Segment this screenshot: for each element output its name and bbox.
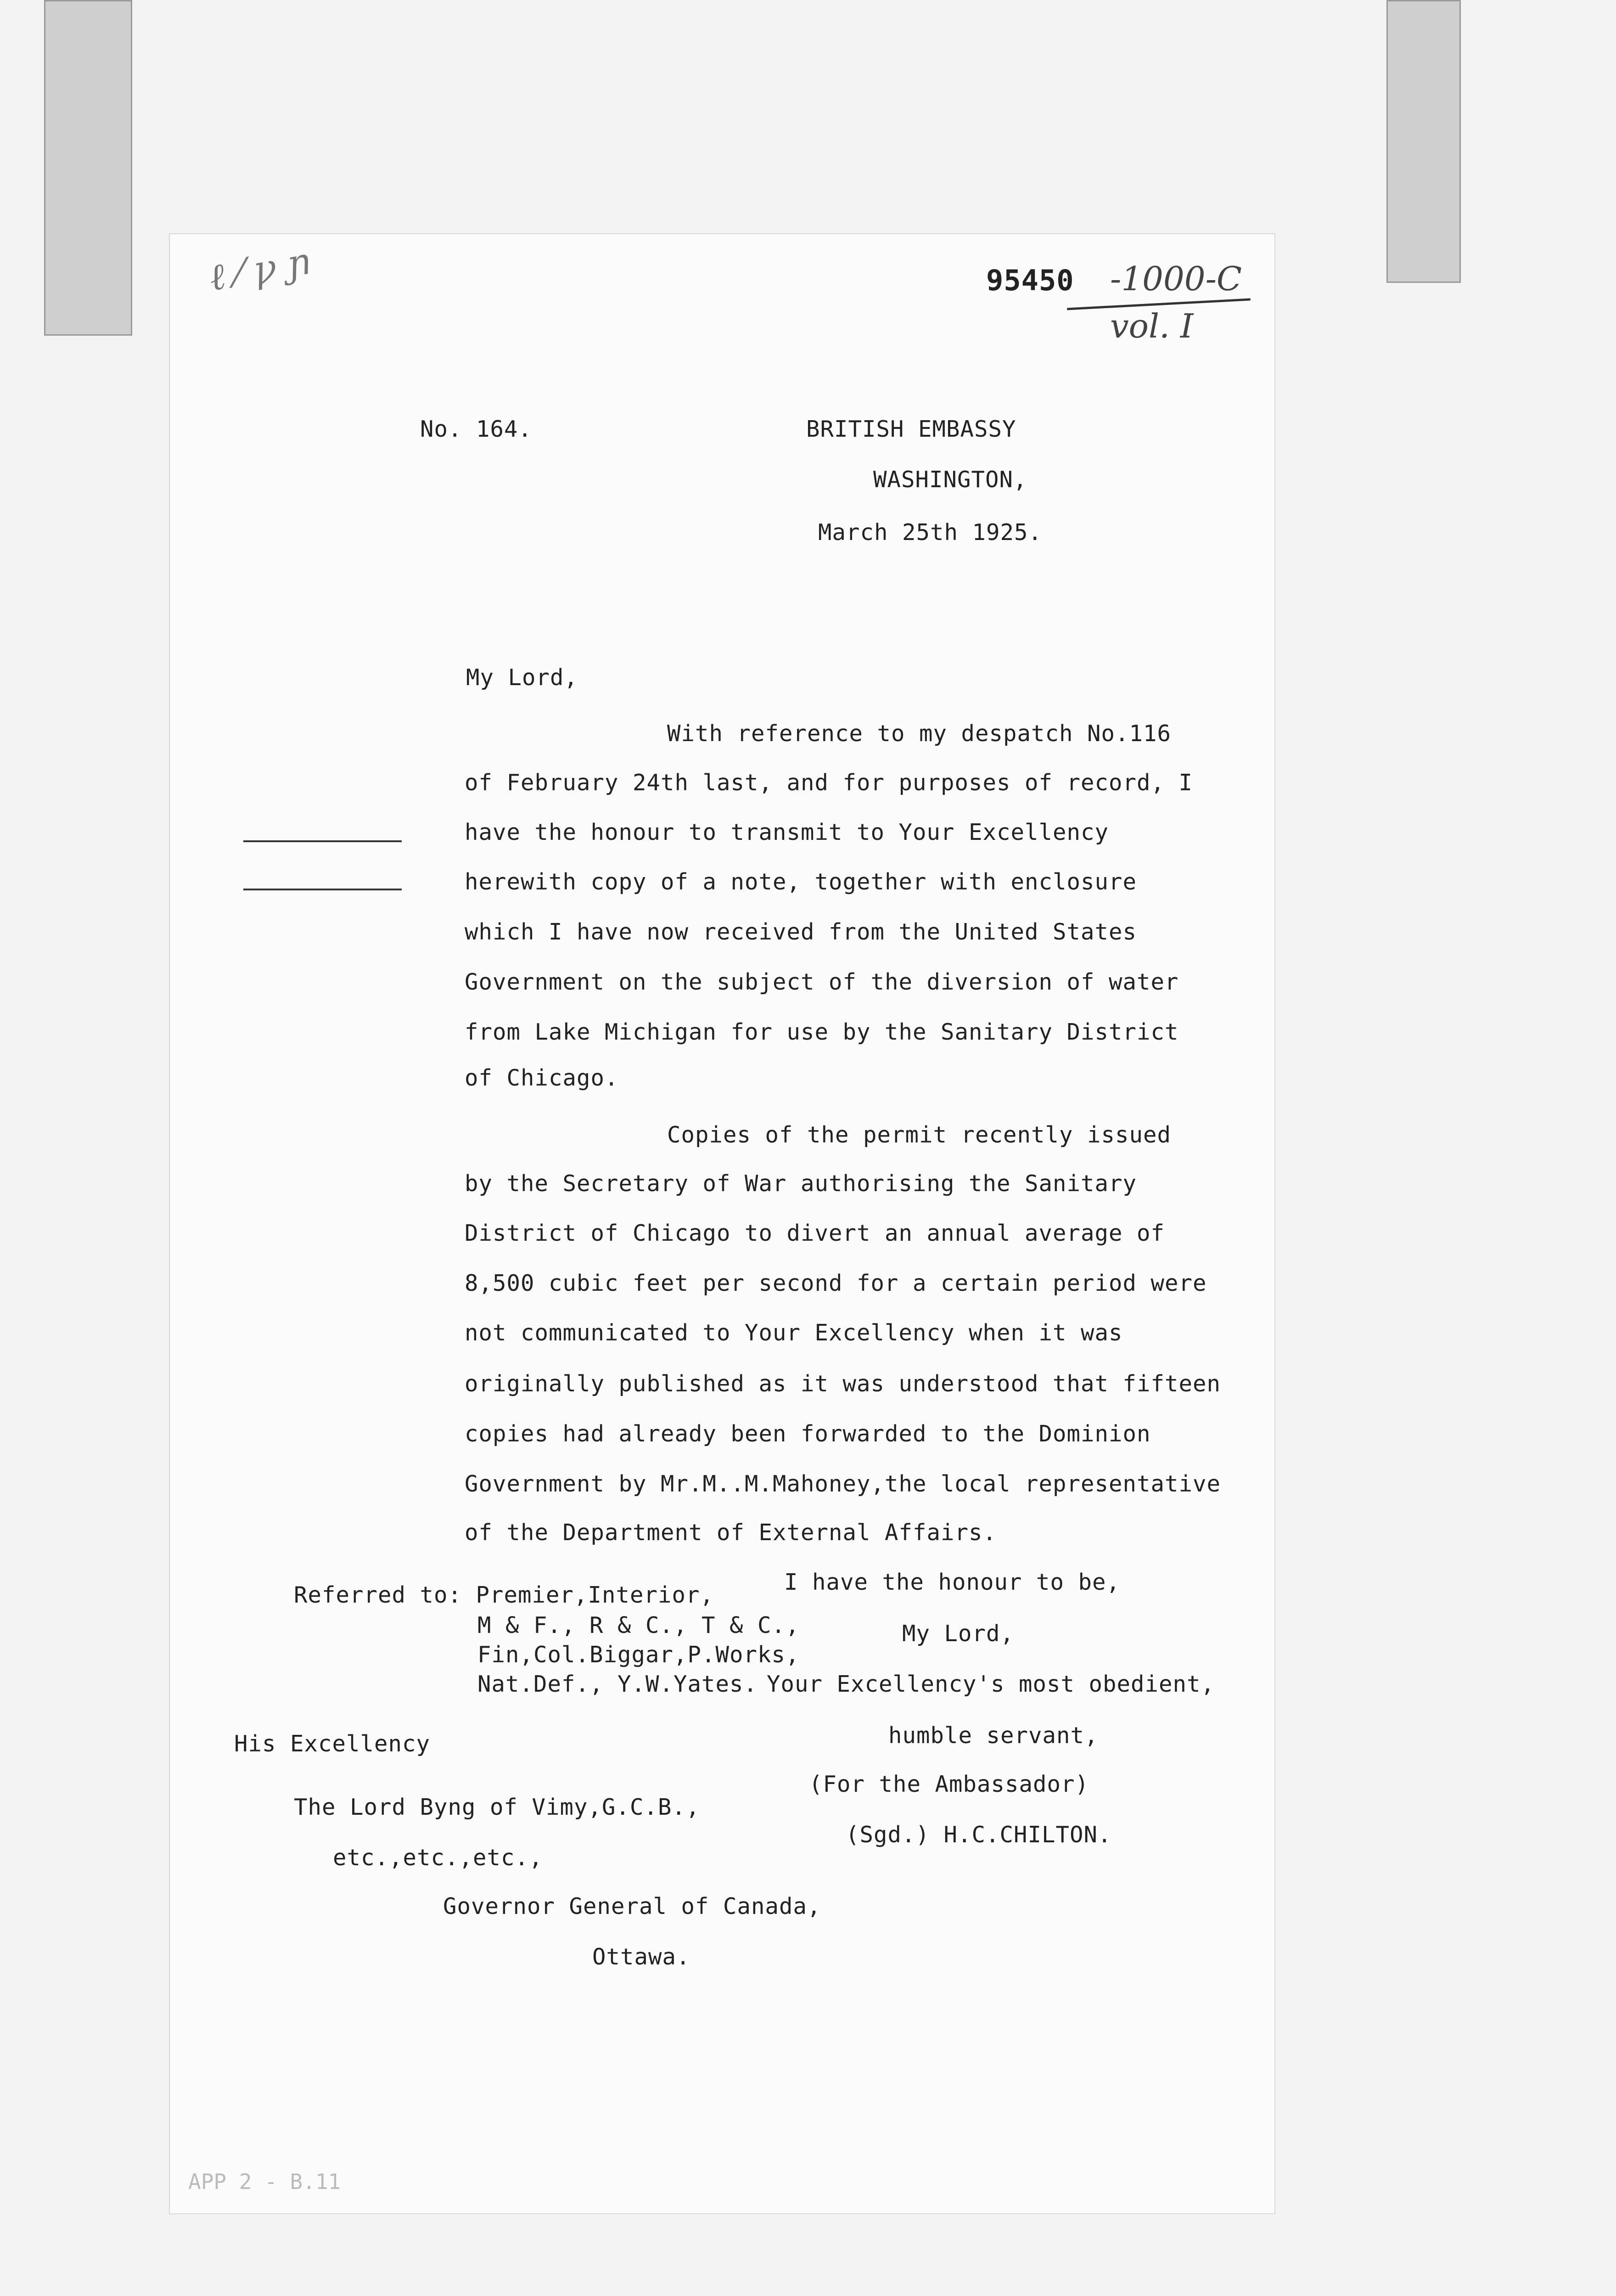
body-line-10: by the Secretary of War authorising the Sanitary [465, 1171, 1137, 1197]
tape-strip-top-left [44, 0, 132, 336]
body-line-9: Copies of the permit recently issued [667, 1122, 1172, 1148]
body-line-2: of February 24th last, and for purposes of record, I [465, 770, 1193, 796]
referred-to-line-4: Nat.Def., Y.W.Yates. [477, 1671, 758, 1697]
body-line-4: herewith copy of a note, together with enclosure [465, 869, 1137, 895]
letter-date: March 25th 1925. [818, 519, 1043, 546]
body-line-12: 8,500 cubic feet per second for a certain period were [465, 1270, 1207, 1296]
body-line-1: With reference to my despatch No.116 [667, 720, 1172, 747]
embassy-city: WASHINGTON, [873, 467, 1027, 493]
archive-stamp: APP 2 - B.11 [188, 2169, 341, 2194]
body-line-5: which I have now received from the United States [465, 919, 1137, 945]
body-line-17: of the Department of External Affairs. [465, 1519, 997, 1546]
body-line-7: from Lake Michigan for use by the Sanitary District [465, 1019, 1179, 1045]
body-line-11: District of Chicago to divert an annual average of [465, 1220, 1165, 1246]
body-line-3: have the honour to transmit to Your Excellency [465, 819, 1109, 845]
tape-strip-top-right [1386, 0, 1461, 283]
addressee-line-4: Governor General of Canada, [443, 1893, 821, 1919]
body-line-8: of Chicago. [465, 1065, 619, 1091]
addressee-line-3: etc.,etc.,etc., [333, 1845, 543, 1871]
referred-to-line-3: Fin,Col.Biggar,P.Works, [477, 1642, 800, 1668]
body-line-16: Government by Mr.M..M.Mahoney,the local representative [465, 1471, 1221, 1497]
closing-for-ambassador: (For the Ambassador) [809, 1771, 1089, 1797]
closing-honour: I have the honour to be, [784, 1569, 1121, 1595]
body-line-6: Government on the subject of the diversion of water [465, 969, 1179, 995]
body-line-14: originally published as it was understood that fifteen [465, 1371, 1221, 1397]
despatch-number: No. 164. [420, 416, 533, 442]
addressee-line-1: His Excellency [234, 1731, 431, 1757]
closing-servant: humble servant, [888, 1722, 1099, 1749]
addressee-line-5: Ottawa. [592, 1944, 690, 1970]
body-line-15: copies had already been forwarded to the Dominion [465, 1421, 1151, 1447]
closing-obedient: Your Excellency's most obedient, [767, 1671, 1215, 1697]
salutation: My Lord, [466, 664, 578, 691]
referred-to-line-1: Referred to: Premier,Interior, [294, 1582, 714, 1608]
signature: (Sgd.) H.C.CHILTON. [846, 1822, 1112, 1848]
margin-rule-1 [243, 840, 402, 842]
file-volume: vol. I [1110, 307, 1194, 345]
file-number: 95450 [986, 264, 1074, 297]
file-suffix: -1000-C [1110, 259, 1242, 298]
margin-rule-2 [243, 889, 402, 890]
embassy-name: BRITISH EMBASSY [806, 416, 1016, 442]
body-line-13: not communicated to Your Excellency when it was [465, 1320, 1123, 1346]
referred-to-line-2: M & F., R & C., T & C., [477, 1612, 800, 1638]
handwritten-initials: ℓ ⁄ ꝩ ɲ [206, 239, 314, 299]
closing-my-lord: My Lord, [902, 1621, 1015, 1647]
addressee-line-2: The Lord Byng of Vimy,G.C.B., [294, 1794, 700, 1820]
